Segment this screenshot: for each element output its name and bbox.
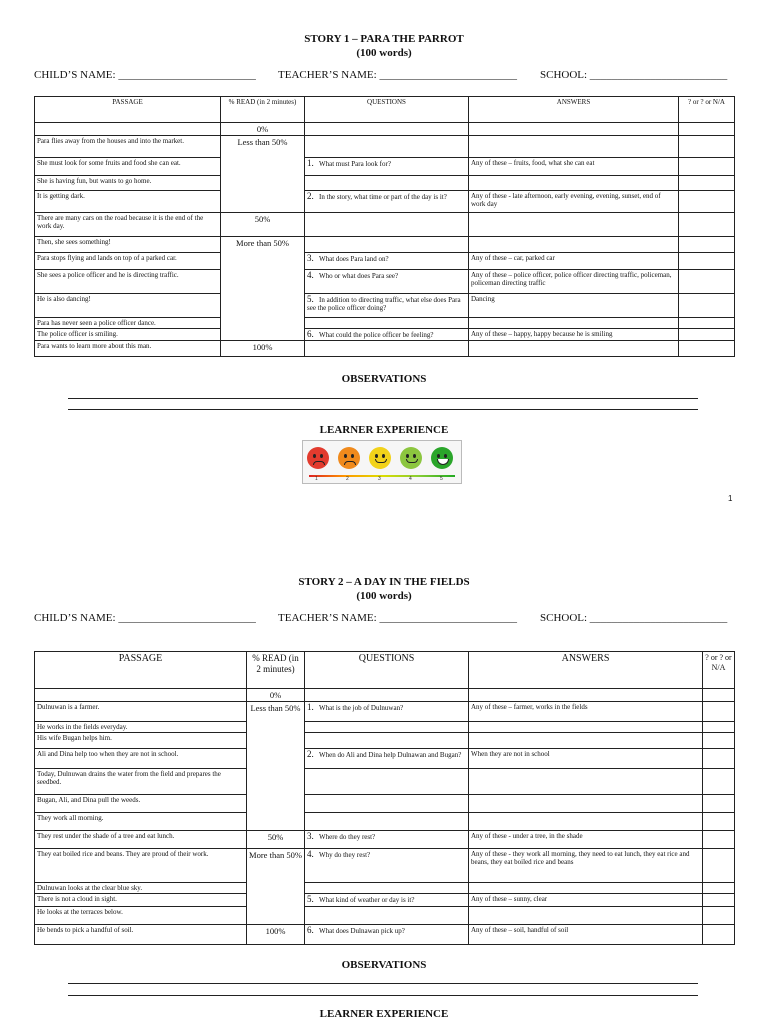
read-0[interactable]: 0% [221, 123, 305, 136]
school-field[interactable]: SCHOOL: _________________________ [540, 69, 728, 81]
header-mark: ? or ? or N/A [679, 97, 735, 123]
answer-3: Any of these - under a tree, in the shade [469, 831, 703, 849]
scale-tick: 1 [315, 476, 318, 482]
scale-tick: 2 [346, 476, 349, 482]
page-number: 1 [728, 494, 733, 503]
mark-cell[interactable] [703, 907, 735, 925]
answer-1: Any of these – fruits, food, what she can eat [469, 158, 679, 176]
header-passage: PASSAGE [35, 97, 221, 123]
answer-2: Any of these - late afternoon, early evening, evening, sunset, end of work day [469, 191, 679, 213]
scale-tick: 4 [409, 476, 412, 482]
story1-record-table [34, 96, 735, 357]
answer-6: Any of these – soil, handful of soil [469, 925, 703, 945]
story2-word-count: (100 words) [356, 590, 412, 602]
passage-line: She sees a police officer and he is directing traffic. [35, 270, 221, 294]
story1-observations-heading: OBSERVATIONS [341, 373, 427, 385]
mark-cell[interactable] [679, 213, 735, 237]
story1-title: STORY 1 – PARA THE PARROT [304, 33, 464, 45]
school-field[interactable]: SCHOOL: _________________________ [540, 612, 728, 624]
story1-learner-experience-heading: LEARNER EXPERIENCE [319, 424, 449, 436]
passage-line: They rest under the shade of a tree and eat lunch. [35, 831, 247, 849]
mark-cell[interactable] [703, 749, 735, 769]
mark-cell[interactable] [703, 925, 735, 945]
passage-line: It is getting dark. [35, 191, 221, 213]
question-1: 1. What must Para look for? [305, 158, 469, 176]
mark-cell[interactable] [679, 176, 735, 191]
answer-6: Any of these – happy, happy because he is smiling [469, 329, 679, 341]
question-2: 2. When do Ali and Dina help Dulnawan and Bugan? [305, 749, 469, 769]
mark-cell[interactable] [703, 702, 735, 722]
mark-cell[interactable] [703, 883, 735, 894]
question-5: 5. In addition to directing traffic, what else does Para see the police officer doing? [305, 294, 469, 318]
mark-cell[interactable] [679, 237, 735, 253]
passage-line: There is not a cloud in sight. [35, 894, 247, 907]
passage-line: Ali and Dina help too when they are not in school. [35, 749, 247, 769]
passage-line: Para has never seen a police officer dance. [35, 318, 221, 329]
passage-line: They eat boiled rice and beans. They are proud of their work. [35, 849, 247, 883]
very-happy-face-icon[interactable] [431, 447, 453, 469]
read-100[interactable]: 100% [221, 341, 305, 357]
question-6: 6. What does Dulnawan pick up? [305, 925, 469, 945]
passage-line: Bugan, Ali, and Dina pull the weeds. [35, 795, 247, 813]
passage-line: She must look for some fruits and food she can eat. [35, 158, 221, 176]
mark-cell[interactable] [679, 158, 735, 176]
question-4: 4. Who or what does Para see? [305, 270, 469, 294]
read-50[interactable]: 50% [221, 213, 305, 237]
story2-learner-experience-heading: LEARNER EXPERIENCE [319, 1008, 449, 1020]
mark-cell[interactable] [703, 795, 735, 813]
header-answers: ANSWERS [469, 97, 679, 123]
question-5: 5. What kind of weather or day is it? [305, 894, 469, 907]
observation-line[interactable] [68, 983, 698, 984]
observation-line[interactable] [68, 995, 698, 996]
header-questions: QUESTIONS [305, 97, 469, 123]
mark-cell[interactable] [703, 813, 735, 831]
passage-line: Para stops flying and lands on top of a parked car. [35, 253, 221, 270]
story1-word-count: (100 words) [356, 47, 412, 59]
teachers-name-field[interactable]: TEACHER’S NAME: _________________________ [278, 69, 517, 81]
passage-line: She is having fun, but wants to go home. [35, 176, 221, 191]
mark-cell[interactable] [703, 831, 735, 849]
answer-5: Dancing [469, 294, 679, 318]
header-mark: ? or ? or N/A [703, 652, 735, 689]
passage-line: Para wants to learn more about this man. [35, 341, 221, 357]
passage-line: He looks at the terraces below. [35, 907, 247, 925]
passage-line: The police officer is smiling. [35, 329, 221, 341]
answer-4: Any of these – police officer, police officer directing traffic, policeman, policeman directing traffic [469, 270, 679, 294]
mark-cell[interactable] [679, 329, 735, 341]
passage-line: There are many cars on the road because it is the end of the work day. [35, 213, 221, 237]
question-6: 6. What could the police officer be feeling? [305, 329, 469, 341]
passage-line: His wife Bugan helps him. [35, 733, 247, 749]
mark-cell[interactable] [703, 894, 735, 907]
sad-face-icon[interactable] [338, 447, 360, 469]
mark-cell[interactable] [703, 722, 735, 733]
passage-line: He is also dancing! [35, 294, 221, 318]
passage-line: They work all morning. [35, 813, 247, 831]
story2-record-table [34, 651, 735, 945]
question-4: 4. Why do they rest? [305, 849, 469, 883]
mark-cell[interactable] [679, 191, 735, 213]
mark-cell[interactable] [703, 733, 735, 749]
passage-line: Today, Dulnuwan drains the water from the field and prepares the seedbed. [35, 769, 247, 795]
read-more-50[interactable]: More than 50% [221, 237, 305, 341]
question-3: 3. What does Para land on? [305, 253, 469, 270]
teachers-name-field[interactable]: TEACHER’S NAME: _________________________ [278, 612, 517, 624]
read-more-50[interactable]: More than 50% [247, 849, 305, 925]
answer-5: Any of these – sunny, clear [469, 894, 703, 907]
question-3: 3. Where do they rest? [305, 831, 469, 849]
header-read: % READ (in 2 minutes) [247, 652, 305, 689]
mark-cell[interactable] [679, 341, 735, 357]
header-answers: ANSWERS [469, 652, 703, 689]
passage-line: Para flies away from the houses and into the market. [35, 136, 221, 158]
read-0[interactable]: 0% [247, 689, 305, 702]
mark-cell[interactable] [703, 849, 735, 883]
mark-cell[interactable] [679, 270, 735, 294]
answer-3: Any of these – car, parked car [469, 253, 679, 270]
childs-name-field[interactable]: CHILD’S NAME: _________________________ [34, 612, 256, 624]
header-questions: QUESTIONS [305, 652, 469, 689]
passage-line: Dulnuwan is a farmer. [35, 702, 247, 722]
passage-line: He works in the fields everyday. [35, 722, 247, 733]
happy-face-icon[interactable] [400, 447, 422, 469]
read-50[interactable]: 50% [247, 831, 305, 849]
mark-cell[interactable] [703, 769, 735, 795]
story1-learner-experience-scale[interactable] [302, 440, 462, 484]
mark-cell[interactable] [679, 253, 735, 270]
answer-4: Any of these - they work all morning, they need to eat lunch, they eat rice and beans, they eat boiled rice and beans [469, 849, 703, 883]
passage-line: Dulnuwan looks at the clear blue sky. [35, 883, 247, 894]
answer-2: When they are not in school [469, 749, 703, 769]
scale-tick: 3 [378, 476, 381, 482]
story2-title: STORY 2 – A DAY IN THE FIELDS [298, 576, 470, 588]
read-less-50[interactable]: Less than 50% [221, 136, 305, 213]
observation-line[interactable] [68, 409, 698, 410]
header-read: % READ (in 2 minutes) [221, 97, 305, 123]
passage-line: He bends to pick a handful of soil. [35, 925, 247, 945]
scale-tick: 5 [440, 476, 443, 482]
question-1: 1. What is the job of Dulnuwan? [305, 702, 469, 722]
mark-cell[interactable] [679, 294, 735, 318]
scale-bar [309, 475, 455, 477]
observation-line[interactable] [68, 398, 698, 399]
childs-name-field[interactable]: CHILD’S NAME: _________________________ [34, 69, 256, 81]
question-2: 2. In the story, what time or part of the day is it? [305, 191, 469, 213]
story2-observations-heading: OBSERVATIONS [341, 959, 427, 971]
answer-1: Any of these – farmer, works in the fields [469, 702, 703, 722]
read-100[interactable]: 100% [247, 925, 305, 945]
mark-cell[interactable] [679, 318, 735, 329]
read-less-50[interactable]: Less than 50% [247, 702, 305, 831]
passage-line: Then, she sees something! [35, 237, 221, 253]
very-sad-face-icon[interactable] [307, 447, 329, 469]
neutral-face-icon[interactable] [369, 447, 391, 469]
header-passage: PASSAGE [35, 652, 247, 689]
mark-cell[interactable] [679, 136, 735, 158]
